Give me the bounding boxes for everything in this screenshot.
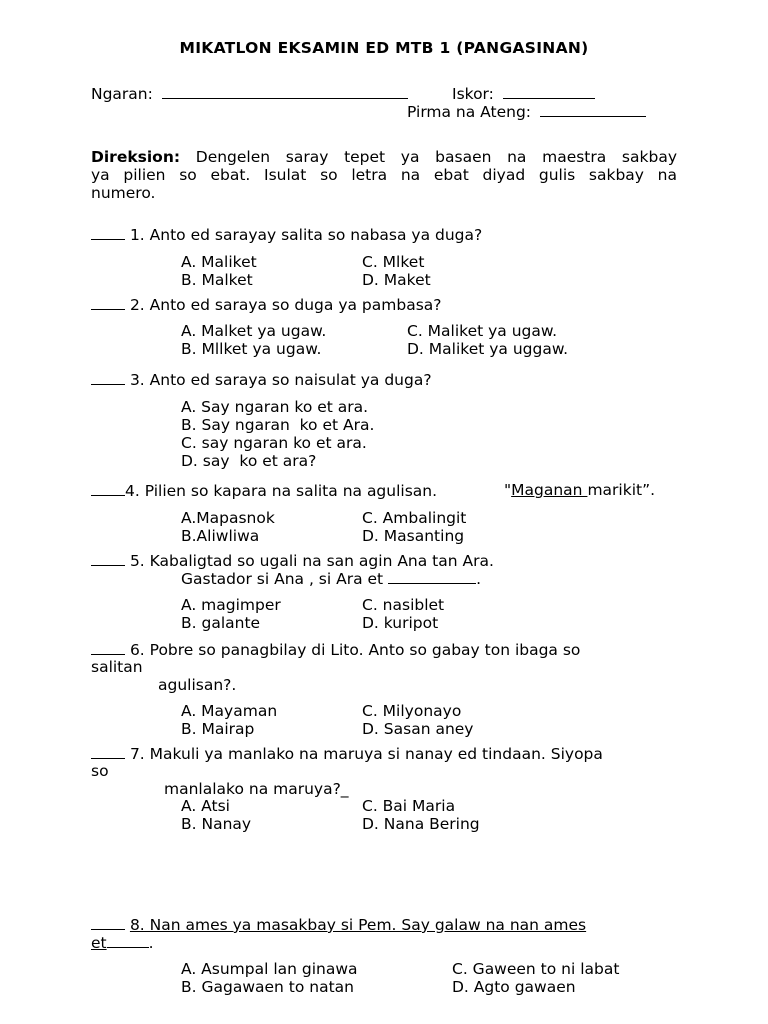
question-3-prompt: 3. Anto ed saraya so naisulat ya duga? xyxy=(129,371,432,389)
signature-label: Pirma na Ateng: xyxy=(407,103,532,121)
q7-option-c[interactable]: C. Bai Maria xyxy=(362,797,456,815)
question-3 xyxy=(91,370,432,389)
question-8-prompt: 8. Nan ames ya masakbay si Pem. Say galaw na nan ames xyxy=(129,916,587,934)
q4-option-a[interactable]: A.Mapasnok xyxy=(181,509,275,527)
question-8-et: et xyxy=(91,934,107,952)
q5-option-d[interactable]: D. kuripot xyxy=(362,614,439,632)
question-1-prompt: 1. Anto ed sarayay salita so nabasa ya duga? xyxy=(129,226,483,244)
q4-option-b[interactable]: B.Aliwliwa xyxy=(181,527,260,545)
q1-option-b[interactable]: B. Malket xyxy=(181,271,253,289)
question-6-line-3: agulisan?. xyxy=(158,676,237,694)
directions-line-1 xyxy=(91,148,677,166)
q1-option-a[interactable]: A. Maliket xyxy=(181,253,257,271)
question-6 xyxy=(91,640,580,659)
q8-option-c[interactable]: C. Gaween to ni labat xyxy=(452,960,620,978)
directions-label: Direksion: xyxy=(91,148,181,166)
answer-blank-7[interactable] xyxy=(91,744,125,759)
signature-blank[interactable] xyxy=(540,102,646,117)
directions-line-2: ya pilien so ebat. Isulat so letra na ebat diyad gulis sakbay na xyxy=(91,166,677,184)
quote-rest: marikit”. xyxy=(587,481,656,499)
q6-option-b[interactable]: B. Mairap xyxy=(181,720,255,738)
q7-option-b[interactable]: B. Nanay xyxy=(181,815,252,833)
answer-blank-2[interactable] xyxy=(91,295,125,310)
question-5-prompt: 5. Kabaligtad so ugali na san agin Ana tan Ara. xyxy=(129,552,494,570)
q2-option-b[interactable]: B. Mllket ya ugaw. xyxy=(181,340,322,358)
exam-title: MIKATLON EKSAMIN ED MTB 1 (PANGASINAN) xyxy=(179,39,589,57)
q3-option-a[interactable]: A. Say ngaran ko et ara. xyxy=(181,398,369,416)
question-7-prompt: 7. Makuli ya manlako na maruya si nanay ed tindaan. Siyopa xyxy=(129,745,603,763)
q2-option-a[interactable]: A. Malket ya ugaw. xyxy=(181,322,327,340)
q8-option-a[interactable]: A. Asumpal lan ginawa xyxy=(181,960,358,978)
q3-option-b[interactable]: B. Say ngaran ko et Ara. xyxy=(181,416,375,434)
q6-option-c[interactable]: C. Milyonayo xyxy=(362,702,462,720)
q3-option-d[interactable]: D. say ko et ara? xyxy=(181,452,317,470)
question-8 xyxy=(91,915,592,934)
answer-blank-1[interactable] xyxy=(91,225,125,240)
q5-option-c[interactable]: C. nasiblet xyxy=(362,596,445,614)
question-5-sentence: Gastador si Ana , si Ara et xyxy=(181,570,384,588)
question-7-line-2: so xyxy=(91,762,109,780)
question-7-line-3: manlalako na maruya?_ xyxy=(164,780,349,798)
q1-option-d[interactable]: D. Maket xyxy=(362,271,431,289)
q7-option-a[interactable]: A. Atsi xyxy=(181,797,230,815)
question-6-prompt: 6. Pobre so panagbilay di Lito. Anto so gabay ton ibaga so xyxy=(129,641,581,659)
score-blank[interactable] xyxy=(503,84,595,99)
question-4 xyxy=(91,481,437,500)
q2-option-d[interactable]: D. Maliket ya uggaw. xyxy=(407,340,569,358)
q6-option-a[interactable]: A. Mayaman xyxy=(181,702,278,720)
q1-option-c[interactable]: C. Mlket xyxy=(362,253,425,271)
question-2-prompt: 2. Anto ed saraya so duga ya pambasa? xyxy=(129,296,442,314)
answer-blank-4[interactable] xyxy=(91,481,125,496)
q5-option-a[interactable]: A. magimper xyxy=(181,596,281,614)
question-8-period: . xyxy=(148,934,154,952)
question-1 xyxy=(91,225,482,244)
question-8-line-2 xyxy=(91,933,154,952)
q8-option-b[interactable]: B. Gagawaen to natan xyxy=(181,978,355,996)
question-5-line-2 xyxy=(181,569,481,588)
name-blank[interactable] xyxy=(162,84,408,99)
question-7 xyxy=(91,744,603,763)
fill-in-blank-8[interactable] xyxy=(107,933,149,948)
q7-option-d[interactable]: D. Nana Bering xyxy=(362,815,480,833)
quote-open: " xyxy=(504,481,512,499)
question-4-prompt: 4. Pilien so kapara na salita na agulisan. xyxy=(125,482,438,500)
question-5 xyxy=(91,551,494,570)
score-field xyxy=(452,84,595,103)
name-label: Ngaran: xyxy=(91,85,153,103)
directions-line-3: numero. xyxy=(91,184,156,202)
question-4-quote xyxy=(504,481,655,499)
signature-field xyxy=(407,102,646,121)
answer-blank-8[interactable] xyxy=(91,915,125,930)
answer-blank-3[interactable] xyxy=(91,370,125,385)
underlined-word: Maganan xyxy=(511,481,588,499)
directions-text-1: Dengelen saray tepet ya basaen na maestra sakbay xyxy=(195,148,677,166)
answer-blank-5[interactable] xyxy=(91,551,125,566)
fill-in-blank-5[interactable] xyxy=(388,569,476,584)
q8-option-d[interactable]: D. Agto gawaen xyxy=(452,978,576,996)
q4-option-d[interactable]: D. Masanting xyxy=(362,527,465,545)
score-label: Iskor: xyxy=(452,85,494,103)
answer-blank-6[interactable] xyxy=(91,640,125,655)
question-2 xyxy=(91,295,442,314)
q6-option-d[interactable]: D. Sasan aney xyxy=(362,720,474,738)
question-5-period: . xyxy=(476,570,481,588)
q2-option-c[interactable]: C. Maliket ya ugaw. xyxy=(407,322,558,340)
q4-option-c[interactable]: C. Ambalingit xyxy=(362,509,467,527)
name-field xyxy=(91,84,408,103)
q5-option-b[interactable]: B. galante xyxy=(181,614,261,632)
question-6-line-2: salitan xyxy=(91,658,143,676)
q3-option-c[interactable]: C. say ngaran ko et ara. xyxy=(181,434,367,452)
